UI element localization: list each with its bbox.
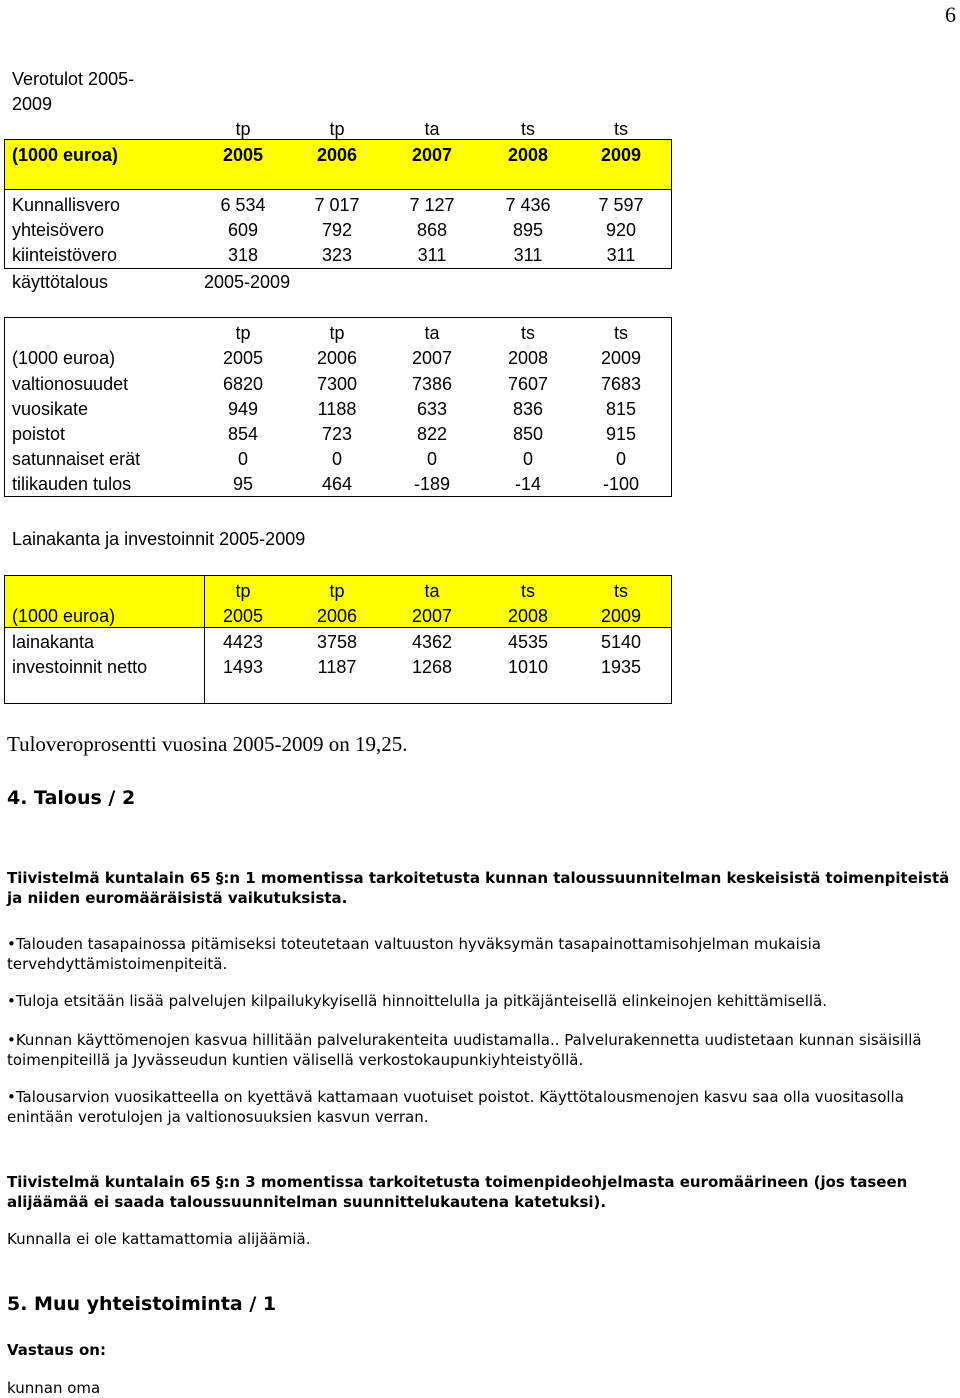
- value-cell: 6820: [222, 374, 264, 394]
- row-label: valtionosuudet: [12, 374, 129, 394]
- row-label: satunnaiset erät: [12, 449, 141, 469]
- value-cell: 0: [522, 449, 533, 469]
- row-label: tilikauden tulos: [12, 474, 132, 494]
- value-cell: 854: [227, 424, 259, 444]
- value-cell: 7 597: [598, 195, 644, 215]
- year-cell: 2009: [600, 606, 642, 626]
- value-cell: 7607: [507, 374, 549, 394]
- year-cell: 2009: [600, 145, 642, 165]
- code-cell: ta: [424, 323, 440, 343]
- value-cell: 464: [321, 474, 353, 494]
- footer-value: 2005-2009: [204, 272, 291, 292]
- row-label: kiinteistövero: [12, 245, 118, 265]
- value-cell: 5140: [600, 632, 642, 652]
- summary3-text: Tiivistelmä kuntalain 65 §:n 3 momentissa tarkoitetusta toimenpideohjelmasta euromäärineen (jos taseen alijäämää ei saada taloussuunnitelman suunnittelukautena katetuksi).: [7, 1173, 908, 1211]
- code-cell: tp: [329, 119, 345, 139]
- value-cell: 7300: [316, 374, 358, 394]
- value-cell: 318: [227, 245, 259, 265]
- value-cell: -14: [514, 474, 541, 494]
- code-cell: tp: [329, 323, 345, 343]
- page-number: 6: [945, 2, 956, 27]
- value-cell: 4362: [411, 632, 453, 652]
- value-cell: 7 127: [409, 195, 455, 215]
- answer-value: [7, 1378, 957, 1398]
- value-cell: 815: [605, 399, 637, 419]
- code-cell: ta: [424, 119, 440, 139]
- value-cell: 920: [605, 220, 637, 240]
- value-cell: 609: [227, 220, 259, 240]
- footer-label: käyttötalous: [12, 272, 109, 292]
- table3-code-row: [0, 579, 680, 604]
- row-label: investoinnit netto: [12, 657, 148, 677]
- value-cell: 868: [416, 220, 448, 240]
- table3-title: Lainakanta ja investoinnit 2005-2009: [12, 529, 306, 549]
- row-label: Kunnallisvero: [12, 195, 121, 215]
- value-cell: 1187: [317, 657, 357, 677]
- year-cell: 2005: [222, 348, 264, 368]
- code-cell: tp: [235, 119, 251, 139]
- value-cell: 850: [512, 424, 544, 444]
- value-cell: 822: [416, 424, 448, 444]
- table-row: [0, 655, 680, 680]
- bullet-item: [7, 1030, 957, 1070]
- value-cell: 0: [426, 449, 437, 469]
- code-cell: ts: [613, 119, 628, 139]
- table1-footer-row: [0, 270, 680, 295]
- value-cell: 7683: [600, 374, 642, 394]
- value-cell: 836: [512, 399, 544, 419]
- code-cell: tp: [235, 323, 251, 343]
- value-cell: -100: [602, 474, 640, 494]
- row-label: vuosikate: [12, 399, 89, 419]
- value-cell: 1493: [222, 657, 264, 677]
- summary3-heading: [7, 1172, 957, 1212]
- value-cell: 7 017: [314, 195, 360, 215]
- value-cell: 95: [232, 474, 254, 494]
- value-cell: 915: [605, 424, 637, 444]
- year-cell: 2008: [507, 145, 549, 165]
- value-cell: 311: [417, 245, 447, 265]
- answer-value-text: kunnan oma: [7, 1379, 101, 1397]
- table-row: [0, 243, 680, 268]
- value-cell: 0: [615, 449, 626, 469]
- year-cell: 2006: [316, 145, 358, 165]
- table-row: [0, 472, 680, 497]
- code-cell: ts: [520, 119, 535, 139]
- table-row: [0, 218, 680, 243]
- table-row: [0, 193, 680, 218]
- table-row: [0, 397, 680, 422]
- bullet-text: •Kunnan käyttömenojen kasvua hillitään palvelurakenteita uudistamalla.. Palvelurakennetta uudistetaan kunnan sisäisillä toimenpiteillä ja Jyvässeudun kuntien välisellä verkostokaupunkiyhteistyöllä.: [7, 1031, 922, 1069]
- table-row: [0, 630, 680, 655]
- code-cell: ts: [520, 323, 535, 343]
- value-cell: 633: [416, 399, 448, 419]
- value-cell: 7 436: [505, 195, 551, 215]
- unit-label: (1000 euroa): [12, 348, 116, 368]
- year-cell: 2005: [222, 145, 264, 165]
- value-cell: 4423: [222, 632, 264, 652]
- bullet-item: [7, 1087, 957, 1127]
- value-cell: 3758: [316, 632, 358, 652]
- deficit-statement: [7, 1229, 957, 1249]
- table1-title-line1: Verotulot 2005-: [12, 69, 135, 89]
- year-cell: 2005: [222, 606, 264, 626]
- code-cell: tp: [329, 581, 345, 601]
- code-cell: ts: [520, 581, 535, 601]
- value-cell: 6 534: [220, 195, 266, 215]
- table1-title-line2: 2009: [12, 94, 53, 114]
- year-cell: 2008: [507, 606, 549, 626]
- value-cell: 311: [513, 245, 543, 265]
- section4-heading: 4. Talous / 2: [7, 787, 136, 809]
- bullet-text: •Tuloja etsitään lisää palvelujen kilpailukykyisellä hinnoittelulla ja pitkäjänteisellä elinkeinojen kehittämisellä.: [7, 992, 828, 1010]
- value-cell: 792: [321, 220, 353, 240]
- deficit-text: Kunnalla ei ole kattamattomia alijäämiä.: [7, 1230, 311, 1248]
- table-row: [0, 372, 680, 397]
- code-cell: ts: [613, 581, 628, 601]
- answer-label-text: Vastaus on:: [7, 1341, 106, 1359]
- code-cell: tp: [235, 581, 251, 601]
- table-row: [0, 447, 680, 472]
- value-cell: 311: [606, 245, 636, 265]
- value-cell: -189: [413, 474, 451, 494]
- table3-year-row: [0, 604, 680, 629]
- summary1-text: Tiivistelmä kuntalain 65 §:n 1 momentissa tarkoitetusta kunnan taloussuunnitelman keskeisistä toimenpiteistä ja niiden euromääräisistä vaikutuksista.: [7, 869, 950, 907]
- value-cell: 0: [331, 449, 342, 469]
- table2-year-row: [0, 346, 680, 371]
- value-cell: 7386: [411, 374, 453, 394]
- year-cell: 2007: [411, 348, 453, 368]
- table-row: [0, 422, 680, 447]
- unit-label: (1000 euroa): [12, 606, 116, 626]
- tax-rate-sentence: Tuloveroprosentti vuosina 2005-2009 on 19,25.: [7, 732, 408, 756]
- code-cell: ts: [613, 323, 628, 343]
- year-cell: 2006: [316, 606, 358, 626]
- value-cell: 0: [237, 449, 248, 469]
- bullet-text: •Talousarvion vuosikatteella on kyettävä kattamaan vuotuiset poistot. Käyttötalousmenojen kasvu saa olla vuositasolla enintään verotulojen ja valtionosuuksien kasvun verran.: [7, 1088, 904, 1126]
- value-cell: 895: [512, 220, 544, 240]
- value-cell: 1268: [411, 657, 453, 677]
- row-label: lainakanta: [12, 632, 95, 652]
- bullet-item: [7, 991, 957, 1011]
- value-cell: 4535: [507, 632, 549, 652]
- value-cell: 949: [227, 399, 259, 419]
- year-cell: 2006: [316, 348, 358, 368]
- value-cell: 323: [321, 245, 353, 265]
- answer-label: [7, 1340, 957, 1360]
- bullet-item: [7, 934, 957, 974]
- year-cell: 2007: [411, 606, 453, 626]
- row-label: yhteisövero: [12, 220, 105, 240]
- year-cell: 2008: [507, 348, 549, 368]
- year-cell: 2009: [600, 348, 642, 368]
- table1-year-row: [0, 143, 680, 168]
- value-cell: 1188: [317, 399, 357, 419]
- unit-label: (1000 euroa): [12, 145, 119, 165]
- table2-code-row: [0, 321, 680, 346]
- row-label: poistot: [12, 424, 66, 444]
- value-cell: 1010: [507, 657, 549, 677]
- code-cell: ta: [424, 581, 440, 601]
- value-cell: 1935: [600, 657, 642, 677]
- summary1-heading: [7, 868, 957, 908]
- bullet-text: •Talouden tasapainossa pitämiseksi toteutetaan valtuuston hyväksymän tasapainottamisohjelman mukaisia tervehdyttämistoimenpiteitä.: [7, 935, 821, 973]
- value-cell: 723: [321, 424, 353, 444]
- section5-heading: 5. Muu yhteistoiminta / 1: [7, 1293, 277, 1315]
- year-cell: 2007: [411, 145, 453, 165]
